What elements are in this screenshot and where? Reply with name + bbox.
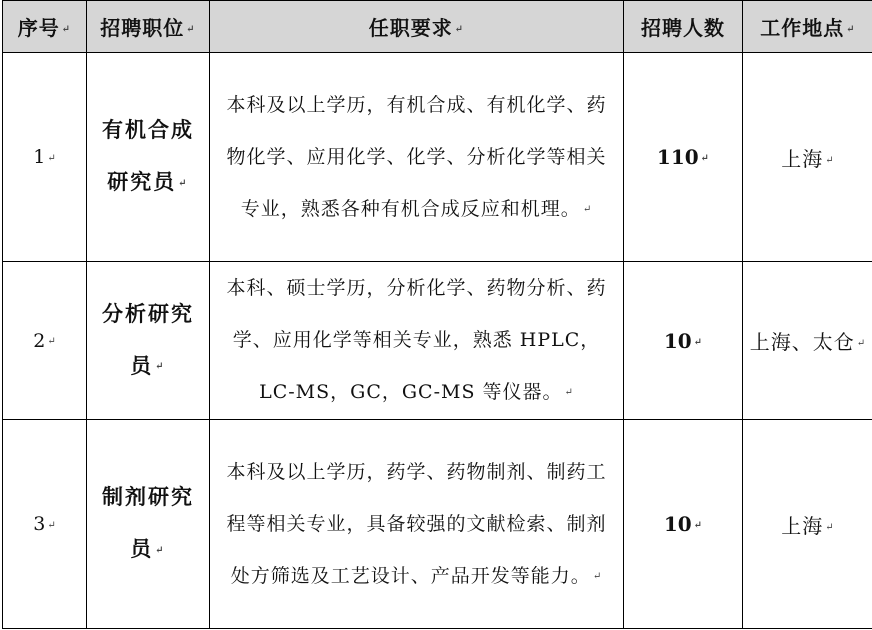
table-header-row [3,1,872,53]
cell-location: 上海 ↵ [743,53,872,262]
cell-location: 上海 ↵ [743,420,872,629]
cell-count: 10 ↵ [624,420,743,629]
table-row [3,420,872,629]
header-location: 工作地点 ↵ [743,1,872,53]
header-seq: 序号 ↵ [3,1,87,53]
table-row [3,262,872,420]
header-count: 招聘人数 [624,1,743,53]
cell-count: 110 ↵ [624,53,743,262]
header-position: 招聘职位 ↵ [87,1,210,53]
recruitment-table [2,0,872,629]
cell-location: 上海、太仓 ↵ [743,262,872,420]
table-row [3,53,872,262]
cell-count: 10 ↵ [624,262,743,420]
cell-seq: 2 ↵ [3,262,87,420]
header-requirements: 任职要求 ↵ [210,1,624,53]
cell-requirements: 本科、硕士学历，分析化学、药物分析、药学、应用化学等相关专业，熟悉 HPLC，LC-MS，GC，GC-MS 等仪器。 ↵ [210,262,624,420]
cell-position: 制剂研究员 ↵ [87,420,210,629]
cell-position: 有机合成研究员 ↵ [87,53,210,262]
cell-requirements: 本科及以上学历，药学、药物制剂、制药工程等相关专业，具备较强的文献检索、制剂处方筛选及工艺设计、产品开发等能力。 ↵ [210,420,624,629]
cell-seq: 1 ↵ [3,53,87,262]
cell-position: 分析研究员 ↵ [87,262,210,420]
cell-requirements: 本科及以上学历，有机合成、有机化学、药物化学、应用化学、化学、分析化学等相关专业，熟悉各种有机合成反应和机理。 ↵ [210,53,624,262]
cell-seq: 3 ↵ [3,420,87,629]
